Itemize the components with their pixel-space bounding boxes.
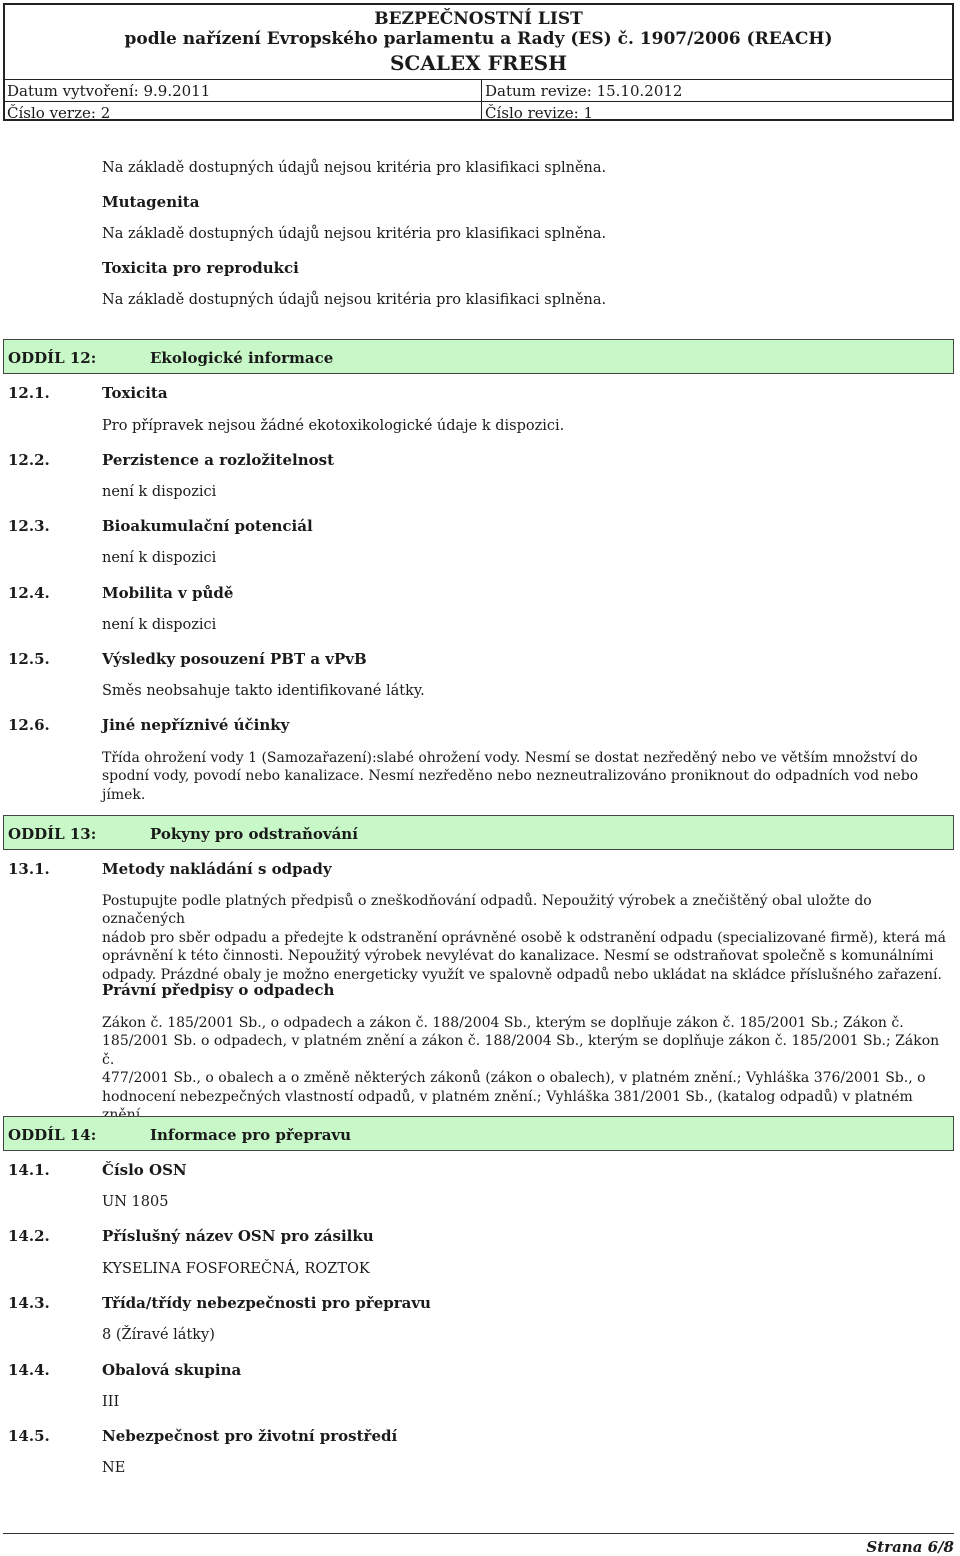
subsection-heading: Příslušný název OSN pro zásilku	[102, 1227, 374, 1245]
subsection-number: 14.3.	[8, 1294, 50, 1312]
section-number: ODDÍL 13:	[8, 825, 97, 843]
subsection-heading: Výsledky posouzení PBT a vPvB	[102, 650, 367, 668]
header-divider	[5, 79, 952, 80]
subsection-text: není k dispozici	[102, 617, 217, 633]
packing-group-value: III	[102, 1394, 120, 1410]
water-hazard-paragraph	[102, 749, 952, 804]
section-12-header	[3, 339, 954, 374]
subsection-heading: Číslo OSN	[102, 1161, 187, 1179]
paragraph-line: Postupujte podle platných předpisů o zneškodňování odpadů. Nepoužitý výrobek a znečištěný obal uložte do označených	[102, 893, 872, 928]
classification-text: Na základě dostupných údajů nejsou kritéria pro klasifikaci splněna.	[102, 226, 607, 242]
un-number-value: UN 1805	[102, 1194, 169, 1210]
section-title: Ekologické informace	[150, 349, 334, 367]
subsection-number: 14.5.	[8, 1427, 50, 1445]
subsection-heading: Nebezpečnost pro životní prostředí	[102, 1427, 398, 1445]
subsection-number: 14.4.	[8, 1361, 50, 1379]
subsection-heading: Perzistence a rozložitelnost	[102, 451, 335, 469]
revision-date: Datum revize: 15.10.2012	[485, 82, 683, 100]
disposal-methods-paragraph	[102, 892, 952, 984]
footer-divider	[3, 1533, 954, 1534]
section-14-header	[3, 1116, 954, 1151]
subsection-number: 12.4.	[8, 584, 50, 602]
product-name: SCALEX FRESH	[389, 51, 568, 75]
subsection-text: není k dispozici	[102, 484, 217, 500]
waste-legislation-heading: Právní předpisy o odpadech	[102, 981, 335, 999]
subsection-number: 14.1.	[8, 1161, 50, 1179]
subsection-number: 13.1.	[8, 860, 50, 878]
paragraph-line: 185/2001 Sb. o odpadech, v platném znění a zákon č. 188/2004 Sb., kterým se doplňuje zákon č. 185/2001 Sb.; Zákon č.	[102, 1033, 940, 1068]
subsection-heading: Bioakumulační potenciál	[102, 517, 313, 535]
paragraph-line: nádob pro sběr odpadu a předejte k odstranění oprávněné osobě k odstranění odpadu (specializované firmě), která má	[102, 929, 946, 946]
header-column-divider	[481, 79, 482, 119]
subsection-heading: Obalová skupina	[102, 1361, 242, 1379]
subsection-text: Směs neobsahuje takto identifikované látky.	[102, 683, 425, 699]
waste-legislation-paragraph	[102, 1014, 952, 1124]
reproduction-toxicity-heading: Toxicita pro reprodukci	[102, 259, 299, 277]
subsection-heading: Jiné nepříznivé účinky	[102, 716, 290, 734]
subsection-number: 12.6.	[8, 716, 50, 734]
subsection-number: 14.2.	[8, 1227, 50, 1245]
environmental-hazard-value: NE	[102, 1460, 126, 1476]
paragraph-line: 477/2001 Sb., o obalech a o změně některých zákonů (zákon o obalech), v platném znění.; Vyhláška 376/2001 Sb., o	[102, 1070, 926, 1087]
section-title: Informace pro přepravu	[150, 1126, 352, 1144]
mutagenicity-heading: Mutagenita	[102, 193, 200, 211]
paragraph-line: Třída ohrožení vody 1 (Samozařazení):slabé ohrožení vody. Nesmí se dostat nezředěný nebo ve větším množství do	[102, 750, 918, 766]
section-13-header	[3, 815, 954, 850]
paragraph-line: oprávnění k této činnosti. Nepoužitý výrobek nevylévat do kanalizace. Nesmí se odstraňovat společně s komunálními	[102, 948, 934, 965]
section-number: ODDÍL 14:	[8, 1126, 97, 1144]
section-number: ODDÍL 12:	[8, 349, 97, 367]
version-number: Číslo verze: 2	[7, 104, 111, 122]
subsection-heading: Toxicita	[102, 384, 168, 402]
subsection-heading: Mobilita v půdě	[102, 584, 234, 602]
paragraph-line: spodní vody, povodí nebo kanalizace. Nesmí nezředěno nebo nezneutralizováno proniknout do odpadních vod nebo jímek.	[102, 768, 919, 803]
subsection-number: 12.2.	[8, 451, 50, 469]
page-number: Strana 6/8	[866, 1538, 954, 1556]
subsection-heading: Třída/třídy nebezpečnosti pro přepravu	[102, 1294, 431, 1312]
header-divider	[5, 101, 952, 102]
created-date: Datum vytvoření: 9.9.2011	[7, 82, 211, 100]
subsection-number: 12.5.	[8, 650, 50, 668]
paragraph-line: odpady. Prázdné obaly je možno energeticky využít ve spalovně odpadů nebo ukládat na skládce příslušného zařazení.	[102, 966, 942, 983]
hazard-class-value: 8 (Žíravé látky)	[102, 1327, 215, 1343]
document-title: BEZPEČNOSTNÍ LIST	[374, 9, 583, 29]
subsection-number: 12.3.	[8, 517, 50, 535]
revision-number: Číslo revize: 1	[485, 104, 594, 122]
paragraph-line: Zákon č. 185/2001 Sb., o odpadech a zákon č. 188/2004 Sb., kterým se doplňuje zákon č. 185/2001 Sb.; Zákon č.	[102, 1015, 904, 1031]
document-header	[3, 3, 954, 121]
section-title: Pokyny pro odstraňování	[150, 825, 358, 843]
paragraph-line: hodnocení nebezpečných vlastností odpadů, v platném znění.; Vyhláška 381/2001 Sb., (katalog odpadů) v platném	[102, 1088, 913, 1105]
subsection-text: Pro přípravek nejsou žádné ekotoxikologické údaje k dispozici.	[102, 418, 565, 434]
regulation-subtitle: podle nařízení Evropského parlamentu a Rady (ES) č. 1907/2006 (REACH)	[124, 29, 833, 49]
subsection-number: 12.1.	[8, 384, 50, 402]
classification-text: Na základě dostupných údajů nejsou kritéria pro klasifikaci splněna.	[102, 160, 607, 176]
subsection-text: není k dispozici	[102, 550, 217, 566]
shipping-name-value: KYSELINA FOSFOREČNÁ, ROZTOK	[102, 1261, 370, 1277]
subsection-heading: Metody nakládání s odpady	[102, 860, 332, 878]
classification-text: Na základě dostupných údajů nejsou kritéria pro klasifikaci splněna.	[102, 292, 607, 308]
